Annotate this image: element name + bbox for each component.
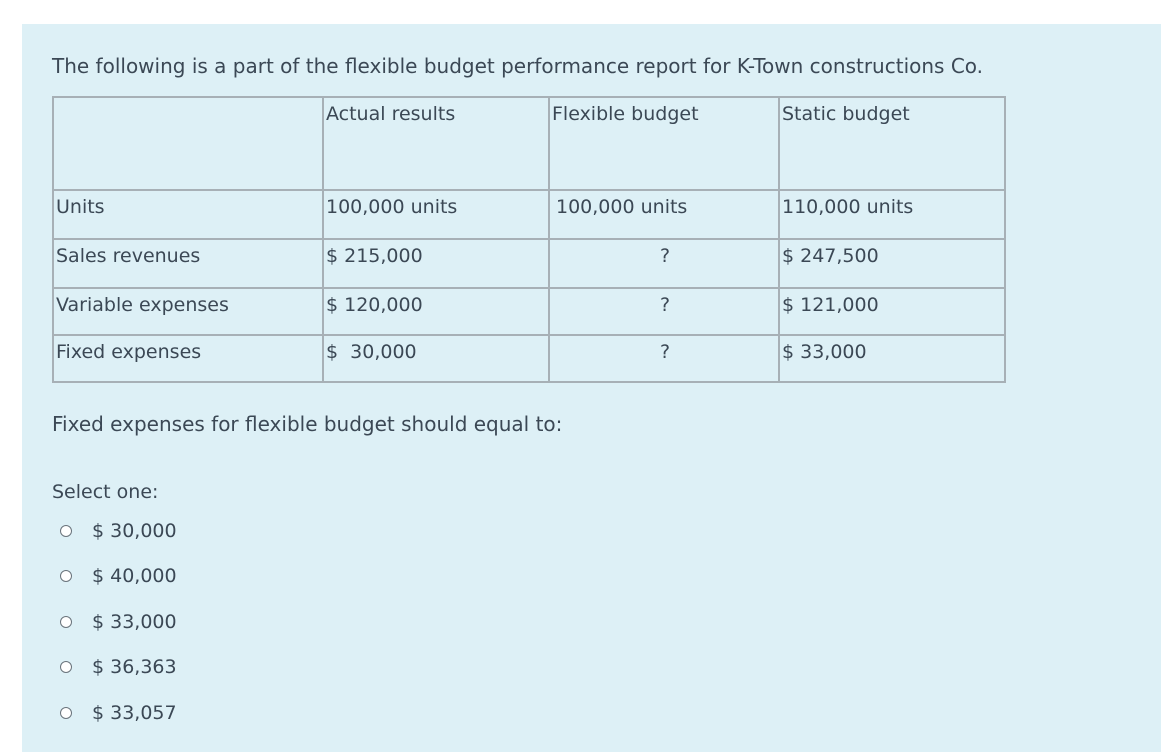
row-label-fixed-expenses: Fixed expenses [53,335,323,382]
answer-option-label: $ 36,363 [92,656,177,678]
cell-flexible-fixed: ? [549,335,779,382]
table-row [53,288,1005,335]
radio-button-icon[interactable] [60,661,72,673]
cell-flexible-units: 100,000 units [549,190,779,239]
answer-option-label: $ 40,000 [92,565,177,587]
answer-option-label: $ 33,057 [92,702,177,724]
cell-static-fixed: $ 33,000 [779,335,1005,382]
table-row [53,335,1005,382]
header-cell-empty [53,97,323,190]
cell-actual-fixed: $ 30,000 [323,335,549,382]
cell-static-units: 110,000 units [779,190,1005,239]
table-row [53,239,1005,288]
radio-button-icon[interactable] [60,525,72,537]
cell-static-sales: $ 247,500 [779,239,1005,288]
cell-actual-units: 100,000 units [323,190,549,239]
cell-actual-sales: $ 215,000 [323,239,549,288]
question-intro: The following is a part of the flexible budget performance report for K-Town constructions Co. [52,54,984,78]
answer-option-5[interactable] [60,702,177,724]
answer-option-label: $ 30,000 [92,520,177,542]
row-label-variable-expenses: Variable expenses [53,288,323,335]
answer-option-label: $ 33,000 [92,611,177,633]
header-actual-results: Actual results [323,97,549,190]
row-label-sales-revenues: Sales revenues [53,239,323,288]
radio-button-icon[interactable] [60,570,72,582]
budget-report-table [52,96,1006,383]
radio-button-icon[interactable] [60,616,72,628]
header-static-budget: Static budget [779,97,1005,190]
table-row [53,190,1005,239]
answer-option-1[interactable] [60,520,177,542]
cell-flexible-sales: ? [549,239,779,288]
select-one-label: Select one: [52,481,159,503]
answer-option-4[interactable] [60,656,177,678]
header-flexible-budget: Flexible budget [549,97,779,190]
answer-option-2[interactable] [60,565,177,587]
answer-option-3[interactable] [60,611,177,633]
question-prompt: Fixed expenses for flexible budget should equal to: [52,412,563,436]
row-label-units: Units [53,190,323,239]
cell-flexible-variable: ? [549,288,779,335]
cell-actual-variable: $ 120,000 [323,288,549,335]
cell-static-variable: $ 121,000 [779,288,1005,335]
table-header-row [53,97,1005,190]
radio-button-icon[interactable] [60,707,72,719]
